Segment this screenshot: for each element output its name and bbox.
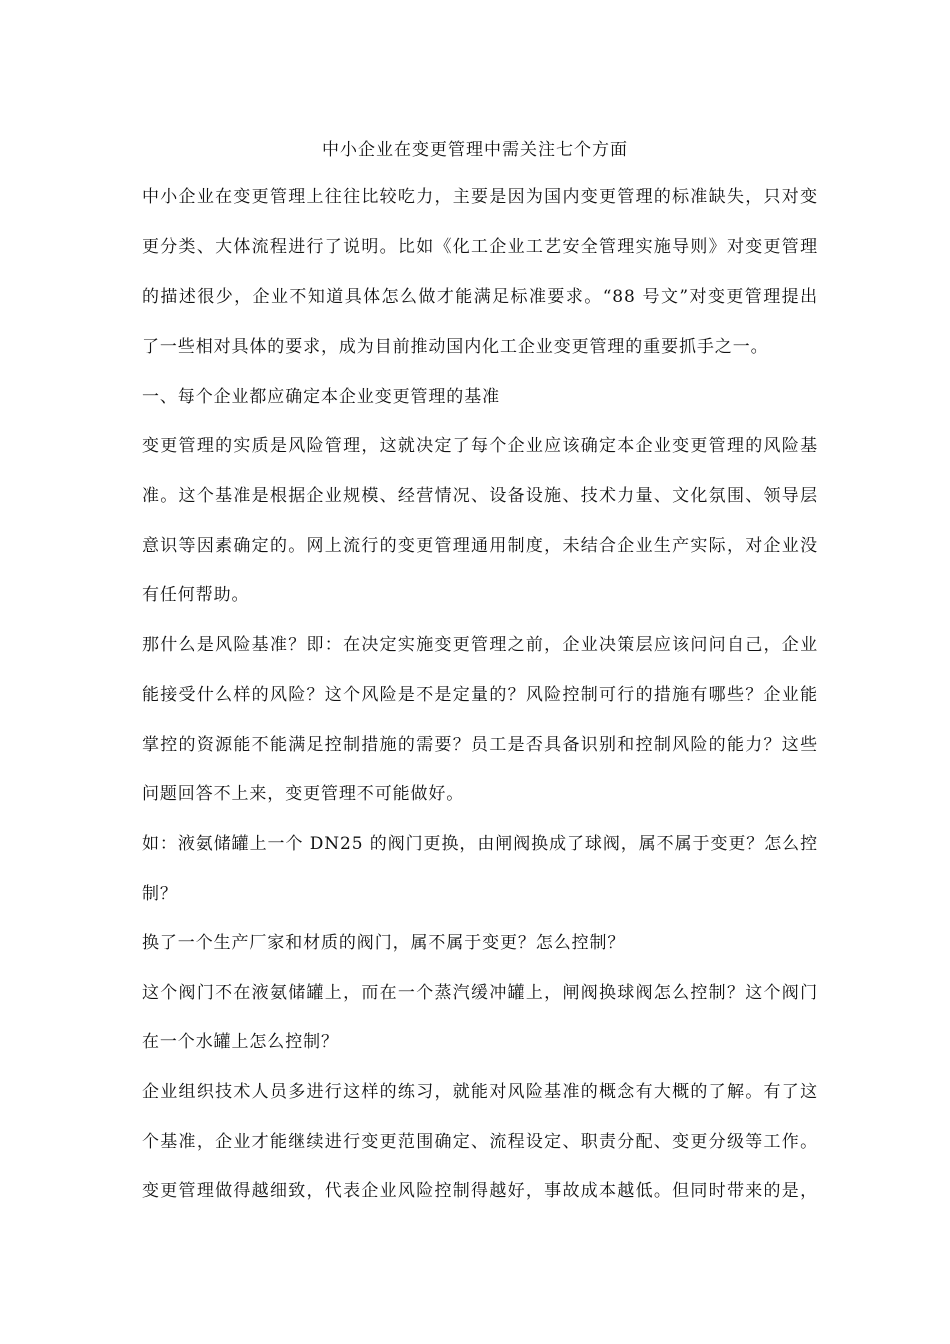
paragraph-line: 变更管理做得越细致，代表企业风险控制得越好，事故成本越低。但同时带来的是，	[142, 1181, 818, 1201]
paragraph-line: 有任何帮助。	[142, 585, 250, 605]
paragraph-line: 变更管理的实质是风险管理，这就决定了每个企业应该确定本企业变更管理的风险基	[142, 436, 818, 456]
section-heading: 一、每个企业都应确定本企业变更管理的基准	[142, 387, 500, 407]
paragraph-line: 个基准，企业才能继续进行变更范围确定、流程设定、职责分配、变更分级等工作。	[142, 1132, 818, 1152]
paragraph-line: 准。这个基准是根据企业规模、经营情况、设备设施、技术力量、文化氛围、领导层	[142, 486, 818, 506]
document-title: 中小企业在变更管理中需关注七个方面	[322, 140, 628, 160]
paragraph-line: 那什么是风险基准？即：在决定实施变更管理之前，企业决策层应该问问自己，企业	[142, 635, 818, 655]
paragraph-line: 企业组织技术人员多进行这样的练习，就能对风险基准的概念有大概的了解。有了这	[142, 1082, 818, 1102]
paragraph-line: 问题回答不上来，变更管理不可能做好。	[142, 784, 465, 804]
paragraph-line: 掌控的资源能不能满足控制措施的需要？员工是否具备识别和控制风险的能力？这些	[142, 735, 818, 755]
paragraph-line: 的描述很少，企业不知道具体怎么做才能满足标准要求。“88 号文”对变更管理提出	[142, 287, 818, 307]
paragraph-line: 制？	[142, 884, 178, 904]
paragraph-line: 更分类、大体流程进行了说明。比如《化工企业工艺安全管理实施导则》对变更管理	[142, 237, 818, 257]
paragraph-line: 了一些相对具体的要求，成为目前推动国内化工企业变更管理的重要抓手之一。	[142, 337, 769, 357]
paragraph-line: 能接受什么样的风险？这个风险是不是定量的？风险控制可行的措施有哪些？企业能	[142, 685, 818, 705]
paragraph-line: 这个阀门不在液氨储罐上，而在一个蒸汽缓冲罐上，闸阀换球阀怎么控制？这个阀门	[142, 983, 818, 1003]
paragraph-line: 换了一个生产厂家和材质的阀门，属不属于变更？怎么控制？	[142, 933, 626, 953]
paragraph-line: 意识等因素确定的。网上流行的变更管理通用制度，未结合企业生产实际，对企业没	[142, 536, 818, 556]
paragraph-line: 在一个水罐上怎么控制？	[142, 1032, 339, 1052]
paragraph-line: 如：液氨储罐上一个 DN25 的阀门更换，由闸阀换成了球阀，属不属于变更？怎么控	[142, 834, 818, 854]
paragraph-line: 中小企业在变更管理上往往比较吃力，主要是因为国内变更管理的标准缺失，只对变	[142, 187, 818, 207]
